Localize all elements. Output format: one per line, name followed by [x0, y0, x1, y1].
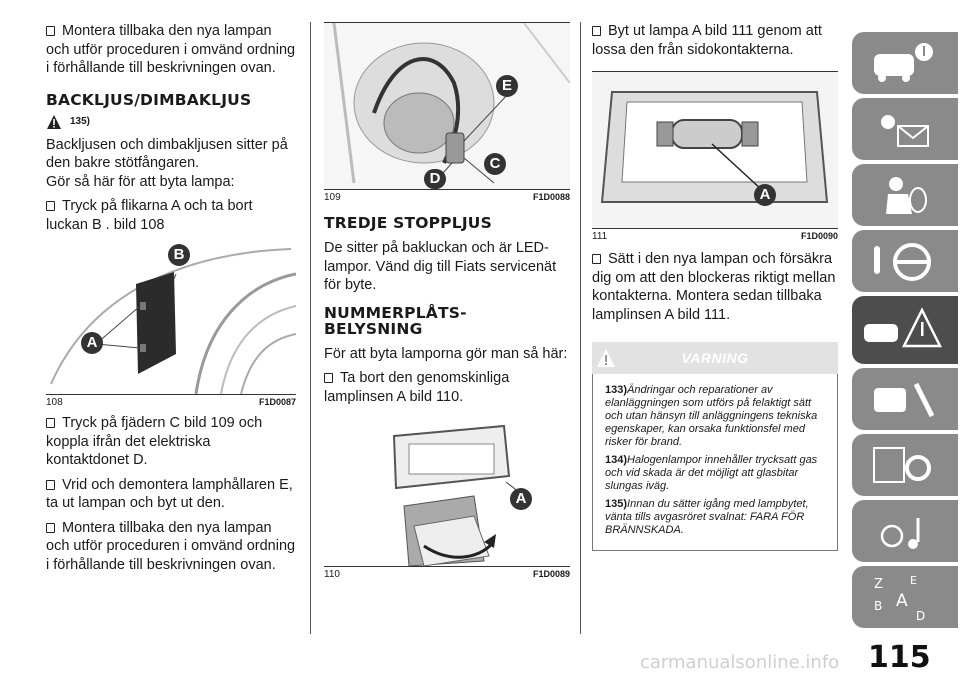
figure-code: F1D0090: [800, 231, 838, 241]
figure-110-image: [324, 416, 570, 566]
steering-wheel-icon: [852, 230, 958, 292]
lights-envelope-icon: [852, 98, 958, 160]
figure-caption: [324, 567, 570, 580]
tab-starting-driving[interactable]: [852, 230, 958, 292]
paragraph: Montera tillbaka den nya lampan och utför proceduren i omvänd ordning i förhållande till beskrivningen ovan.: [46, 519, 296, 573]
column-3: [592, 22, 838, 551]
figure-code: F1D0088: [532, 192, 570, 202]
tab-multimedia[interactable]: [852, 500, 958, 562]
svg-text:B: B: [874, 599, 883, 613]
callout-d: D: [424, 169, 446, 189]
figure-number: 108: [46, 397, 63, 408]
figure-number: 109: [324, 192, 341, 203]
callout-a: A: [510, 488, 532, 510]
callout-c: C: [484, 153, 506, 175]
figure-caption: [592, 229, 838, 242]
tab-index[interactable]: [852, 566, 958, 628]
figure-caption: [324, 190, 570, 203]
column-1: [46, 22, 296, 574]
warning-body: [592, 374, 838, 551]
page-number: 115: [868, 640, 931, 675]
paragraph: Byt ut lampa A bild 111 genom att lossa den från sidokontakterna.: [592, 22, 838, 59]
airbag-icon: [852, 164, 958, 226]
tab-car-info[interactable]: [852, 32, 958, 94]
paragraph: Sätt i den nya lampan och försäkra dig om att den blockeras riktigt mellan kontakterna. Montera sedan tillbaka lamplinsen A bild 111.: [592, 250, 838, 324]
figure-number: 110: [324, 569, 340, 580]
paragraph: Tryck på flikarna A och ta bort luckan B . bild 108: [46, 197, 296, 234]
figure-108-image: [46, 244, 296, 394]
svg-text:E: E: [910, 574, 917, 587]
warning-title: VARNING: [681, 350, 749, 366]
figure-caption: [46, 395, 296, 408]
gear-icon: [852, 434, 958, 496]
figure-111-image: [592, 72, 838, 228]
paragraph: Gör så här för att byta lampa:: [46, 173, 235, 190]
paragraph: Ta bort den genomskinliga lamplinsen A bild 110.: [324, 369, 570, 406]
chapter-tabs: [852, 32, 958, 623]
figure-code: F1D0089: [532, 569, 570, 579]
svg-text:D: D: [916, 609, 926, 623]
paragraph: Backljusen och dimbakljusen sitter på den bakre stötfångaren.: [46, 136, 288, 171]
warning-item: 135)Innan du sätter igång med lampbytet, vänta tills avgasröret svalnat: FARA FÖR BRÄNNSKADA.: [605, 498, 809, 536]
tab-technical-data[interactable]: [852, 434, 958, 496]
car-info-icon: [852, 32, 958, 94]
emergency-icon: [852, 296, 958, 364]
figure-110: [324, 416, 570, 567]
callout-a: A: [754, 184, 776, 206]
callout-b: B: [168, 244, 190, 266]
tab-maintenance[interactable]: [852, 368, 958, 430]
warning-header: [592, 342, 838, 374]
tab-emergency-active[interactable]: [852, 296, 958, 364]
svg-text:A: A: [896, 591, 908, 611]
wrench-icon: [852, 368, 958, 430]
column-2: [324, 22, 570, 586]
warning-item: 133)Ändringar och reparationer av elanläggningen som utförs på felaktigt sätt och utan hänsyn till anläggningens tekniska egenskaper, kan orsaka funktionsfel med risker för brand.: [605, 384, 818, 448]
figure-code: F1D0087: [258, 397, 296, 407]
warning-item: 134)Halogenlampor innehåller trycksatt gas och vid skada är det möjligt att glasbitar slungas iväg.: [605, 454, 818, 492]
figure-108: [46, 244, 296, 395]
warning-ref: [46, 114, 296, 132]
warning-ref-number: 135): [70, 115, 91, 127]
tab-lights-messages[interactable]: [852, 98, 958, 160]
svg-text:Z: Z: [874, 577, 883, 592]
music-note-icon: [852, 500, 958, 562]
section-heading-stoppljus: TREDJE STOPPLJUS: [324, 214, 492, 232]
warning-box: [592, 342, 838, 551]
tab-safety[interactable]: [852, 164, 958, 226]
warning-triangle-icon: [46, 114, 62, 130]
figure-109-image: [324, 23, 570, 189]
callout-a: A: [81, 332, 103, 354]
alphabet-index-icon: [852, 566, 958, 628]
paragraph: Tryck på fjädern C bild 109 och koppla ifrån det elektriska kontaktdonet D.: [46, 414, 296, 470]
section-heading-nummerplat-1: NUMMERPLÅTS-: [324, 303, 467, 322]
section-heading-nummerplat-2: BELYSNING: [324, 319, 423, 338]
figure-number: 111: [592, 231, 608, 242]
section-heading-backljus: BACKLJUS/DIMBAKLJUS: [46, 90, 252, 109]
column-divider: [310, 22, 311, 634]
figure-109: [324, 22, 570, 190]
column-divider: [580, 22, 581, 634]
watermark: carmanualsonline.info: [640, 652, 840, 673]
paragraph: För att byta lamporna gör man så här:: [324, 345, 568, 362]
callout-e: E: [496, 75, 518, 97]
paragraph: Vrid och demontera lamphållaren E, ta ut lampan och byt ut den.: [46, 476, 296, 513]
paragraph: De sitter på bakluckan och är LED-lampor. Vänd dig till Fiats servicenät för byte.: [324, 240, 557, 293]
figure-111: [592, 71, 838, 229]
paragraph: Montera tillbaka den nya lampan och utför proceduren i omvänd ordning i förhållande till beskrivningen ovan.: [46, 23, 296, 76]
